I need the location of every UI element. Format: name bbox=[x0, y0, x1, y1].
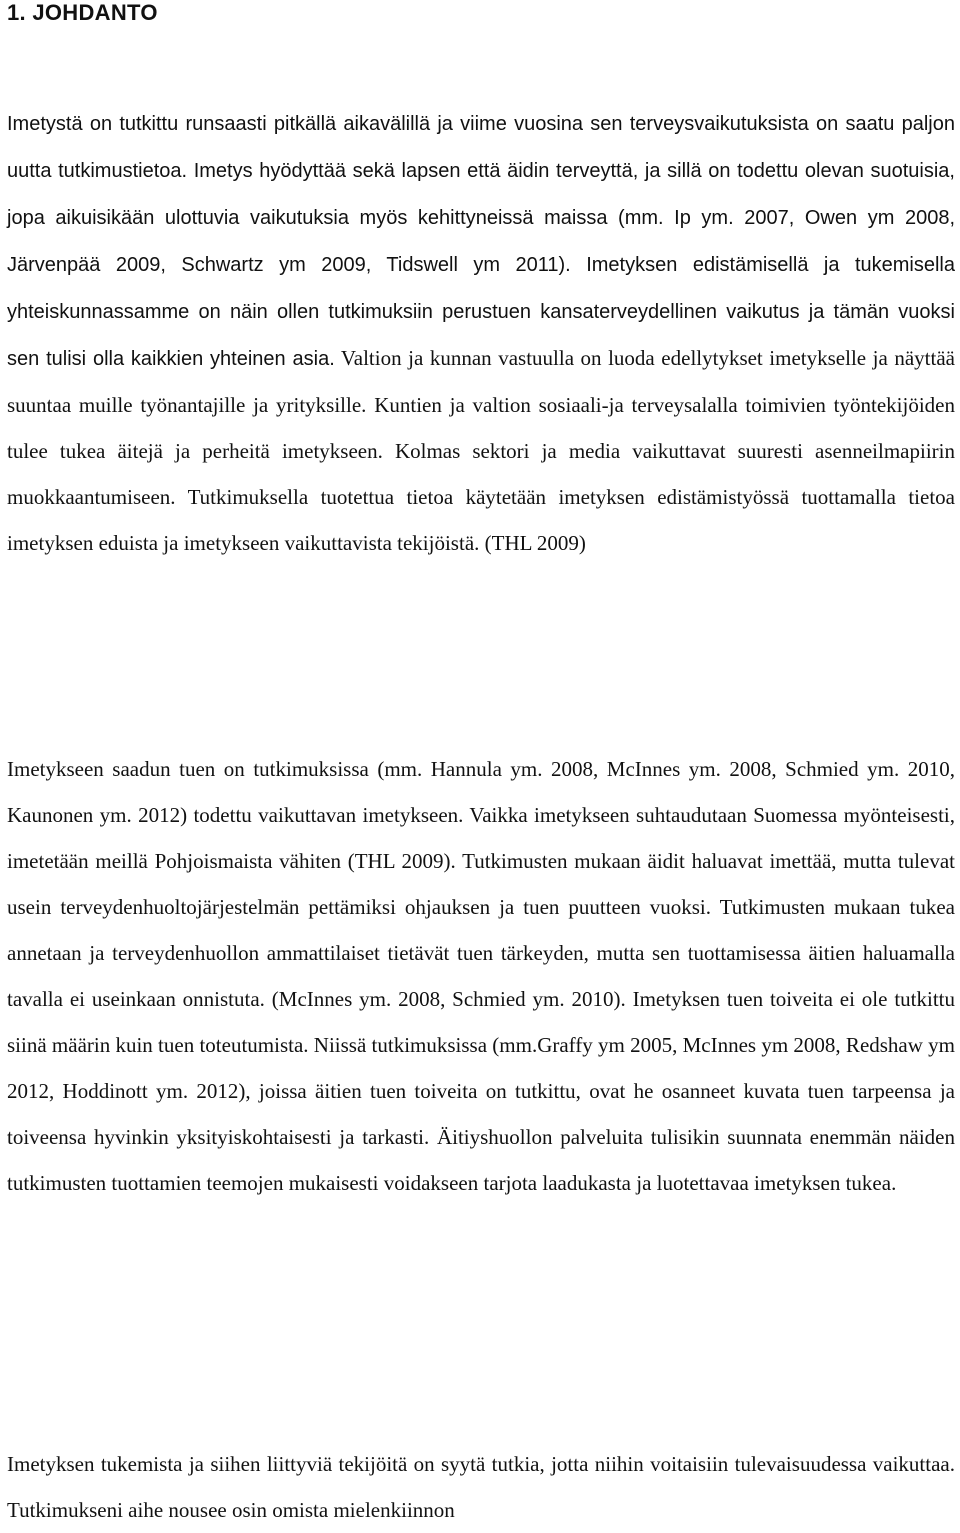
document-page bbox=[7, 0, 956, 1522]
paragraph-intro-part1: Imetystä on tutkittu runsaasti pitkällä aikavälillä ja viime vuosina sen terveysvaikutuksista on saatu paljon uutta tutkimustietoa. Imetys hyödyttää sekä lapsen että äidin terveyttä, ja sillä on todettu olevan suotuisia, jopa aikuisikään ulottuvia vaikutuksia myös kehittyneissä maissa (mm. Ip ym. 2007, Owen ym 2008, Järvenpää 2009, Schwartz ym 2009, Tidswell ym 2011). Imetyksen edistämisellä ja tukemisella yhteiskunnassamme on näin ollen tutkimuksiin perustuen kansaterveydellinen vaikutus ja tämän vuoksi sen tulisi olla kaikkien yhteinen asia. bbox=[7, 113, 955, 370]
paragraph-research-topic: Imetyksen tukemista ja siihen liittyviä tekijöitä on syytä tutkia, jotta niihin voitaisiin tulevaisuudessa vaikuttaa. Tutkimukseni aihe nousee osin omista mielenkiinnon bbox=[7, 1452, 955, 1522]
section-heading: 1. JOHDANTO bbox=[7, 0, 158, 25]
paragraph-intro bbox=[7, 100, 955, 566]
paragraph-support: Imetykseen saadun tuen on tutkimuksissa (mm. Hannula ym. 2008, McInnes ym. 2008, Schmied ym. 2010, Kaunonen ym. 2012) todettu vaikuttavan imetykseen. Vaikka imetykseen suhtaudutaan Suomessa myönteisesti, imetetään meillä Pohjoismaista vähiten (THL 2009). Tutkimusten mukaan äidit haluavat imettää, mutta tulevat usein terveydenhuoltojärjestelmän pettämiksi ohjauksen ja tuen puutteen vuoksi. Tutkimusten mukaan tukea annetaan ja terveydenhuollon ammattilaiset tietävät tuen tärkeyden, mutta sen tuottamisessa äitien haluamalla tavalla ei useinkaan onnistuta. (McInnes ym. 2008, Schmied ym. 2010). Imetyksen tuen toiveita ei ole tutkittu siinä määrin kuin tuen toteutumista. Niissä tutkimuksissa (mm.Graffy ym 2005, McInnes ym 2008, Redshaw ym 2012, Hoddinott ym. 2012), joissa äitien tuen toiveita on tutkittu, ovat he osanneet kuvata tuen tarpeensa ja toiveensa hyvinkin yksityiskohtaisesti ja tarkasti. Äitiyshuollon palveluita tulisikin suunnata enemmän näiden tutkimusten tuottamien teemojen mukaisesti voidakseen tarjota laadukasta ja luotettavaa imetyksen tukea. bbox=[7, 757, 956, 1195]
paragraph-intro-part2: Valtion ja kunnan vastuulla on luoda edellytykset imetykselle ja näyttää suuntaa muille työnantajille ja yrityksille. Kuntien ja valtion sosiaali-ja terveysalalla toimivien työntekijöiden tulee tukea äitejä ja perheitä imetykseen. Kolmas sektori ja media vaikuttavat suuresti asenneilmapiirin muokkaantumiseen. Tutkimuksella tuotettua tietoa käytetään imetyksen edistämistyössä tuottamalla tietoa imetyksen eduista ja imetykseen vaikuttavista tekijöistä. (THL 2009) bbox=[7, 346, 955, 555]
